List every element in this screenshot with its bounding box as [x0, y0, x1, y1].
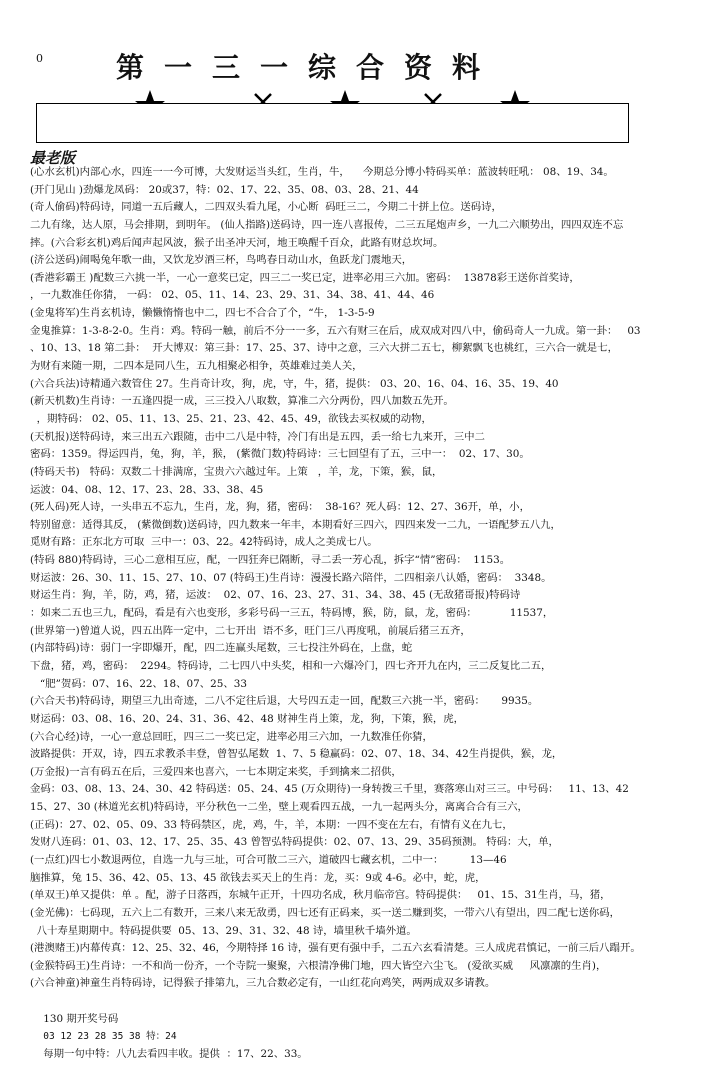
- text-line: (内部特码)诗：弱门一字即爆开，配，四二连赢头尾数，三七投注外码在，上盘，蛇: [30, 642, 413, 655]
- page-title: 第一三一综合资料: [116, 51, 501, 84]
- text-line: 为财有来随一期，二四本是同八生，五九相聚必相争，英雄难过美人关，: [30, 360, 363, 373]
- text-line: (天机报)送特码诗，来三出五六跟随，击中二八是中特，冷门有出是五四，丢一给七九来开，三中二: [30, 430, 485, 443]
- text-line: (金光佛)：七码现，五六上二有数开，三来八来无敌勇，四七还有正码来，买一送二赚到奖，一带六八有望出，四二配七送你码，: [30, 906, 620, 919]
- text-line: 特别留意：适得其反， (紫微倒数)送码诗，四九数来一年丰，本期看好三四六，四四来发一二九，一语配梦五八九，: [30, 518, 561, 531]
- text-line: “肥”贺码：07、16、22、18、07、25、33: [30, 677, 247, 690]
- text-line: (死人码)死人诗，一头串五不忘九，生肖，龙，狗，猪，密码： 38-16？死人码：12、27、36开，单，小，: [30, 501, 530, 514]
- text-line: 金鬼推算：1-3-8-2-0。生肖：鸡。特码一触，前后不分一一多，五六有财三在后，成双成对四八中，偷码奇人一九成。第一卦： 03: [30, 324, 641, 337]
- text-line: 八十寿星期期中。特码提供要 05、13、29、31、32、48 诗，墙里秋千墙外道。: [30, 924, 417, 937]
- text-line: 脑推算，兔 15、36、42、05、13、45 欲钱去买天上的生肖：龙，买：9或 4-6。必中，蛇，虎，: [30, 871, 486, 884]
- document-body: [30, 164, 682, 1061]
- text-line: (开门见山 )劲爆龙凤码： 20或37，特：02、17、22、35、08、03、28、21、44: [30, 183, 419, 196]
- text-line: 财运波：26、30、11、15、27、10、07 (特码王)生肖诗：漫漫长路六陪伴，二四相亲八认婚，密码： 3348。: [30, 571, 552, 584]
- text-line: 二九有缘，达人原，马会排期，到明年。 (仙人指路)送码诗，四一连八喜报传，二三五尾炮声乡，一九二六顺势出，四四双连不忘: [30, 218, 624, 231]
- text-line: ，一九数准任你猜， 一码： 02、05、11、14、23、29、31、34、38、41、44、46: [30, 289, 435, 302]
- text-line: (济公送码)闹喝兔年歌一曲，又饮龙岁酒三杯，鸟鸣春日动山水，鱼跃龙门震地天，: [30, 254, 413, 267]
- draw-numbers: 03 12 23 28 35 38 特：24: [43, 1031, 177, 1043]
- text-line: (单双王)单又提供：单 。配，游子日落西，东城午正开，十四功名成，秋月临帝宫。特码提供： 01、15、31生肖，马，猪，: [30, 889, 611, 902]
- text-line: (金猴特码王)生肖诗：一不和尚一份齐，一个寺院一聚聚，六根清净佛门地，四大皆空六尘飞。 (爱欲买威 风凛凛的生肖)，: [30, 959, 607, 972]
- text-line: 运波：04、08、12、17、23、28、33、38、45: [30, 483, 264, 496]
- blank-banner-box: [36, 103, 629, 143]
- text-line: 、10、13、18 第二卦： 开大博双：第三卦：17、25、37、诗中之意，三六大拼二五七，柳絮飘飞也桃红，三六合一就是七，: [30, 342, 618, 355]
- text-line: (六合天书)特码诗，期望三九出奇迹，二八不定往后退，大号四五走一回，配数三六挑一半，密码： 9935。: [30, 695, 539, 708]
- page-number: 0: [36, 52, 43, 65]
- text-line: 觅财有路：正东北方可取 三中一：03、22。42特码诗，成人之美成七八。: [30, 536, 378, 549]
- text-line: 波路提供：开双，诗，四五求教杀丰登，曾智弘尾数 1、7、5 稳赢码：02、07、18、34、42生肖提供，猴，龙，: [30, 748, 563, 761]
- text-line: (特码天书) 特码：双数二十排满席，宝贵六六越过年。上策 ，羊，龙，下策，猴，鼠，: [30, 465, 443, 478]
- text-line: (心水玄机)内部心水，四连一一今可博，大发财运当头红，生肖，牛， 今期总分博小特码买单：蓝波转旺吼： 08、19、34。: [30, 166, 614, 178]
- edition-label: 最老版: [30, 149, 76, 167]
- text-line: 金码：03、08、13、24、30、42 特码送：05、24、45 (万众期待)一身转拨三千里，赛落寒山对三三。中号码： 11、13、42: [30, 783, 629, 796]
- text-line: 财运生肖：狗，羊，防，鸡，猪，运波： 02、07、16、23、27、31、34、38、45 (无敌猪哥报)特码诗: [30, 589, 521, 602]
- text-line: 15、27、30 (林道光玄机)特码诗，平分秋色一二坐，壁上观看四五战，一九一起两头分，离离合合有三六，: [30, 801, 528, 814]
- text-line: (香港彩霸王 )配数三六挑一半，一心一意奖已定，四三二一奖已定，进率必用三六加。密码： 13878彩王送你首奖诗，: [30, 271, 580, 284]
- footer-tip: 每期一句中特：八九去看四丰收。提供 ：17、22、33。: [43, 1048, 308, 1061]
- text-line: (六合心经)诗，一心一意总回旺，四三二一奖已定，进率必用三六加，一九数准任你猜，: [30, 730, 433, 743]
- draw-period-label: 130 期开奖号码: [43, 1012, 119, 1025]
- text-line: (金鬼将军)生肖玄机诗，懒懒惰惰也中二，四七不合合了个，“牛， 1-3-5-9: [30, 307, 375, 320]
- text-line: (万金报)一言有码五在后，三爱四来也喜六，一七本期定来奖，手到擒来二招供，: [30, 765, 402, 778]
- footer-line: [30, 993, 682, 1061]
- text-line: ：如来二五也三九，配码，看是有六也变形，多彩号码一三五，特码博，猴，防，鼠，龙，密码： 11537，: [30, 607, 554, 620]
- text-line: (港澳赌王)内幕传真：12、25、32、46，今期特择 16 诗，强有更有强中手，二五六玄看清楚。三人成虎君慎记，一前三后八蹋开。: [30, 942, 641, 955]
- text-line: (六合兵法)诗精通六数管住 27。生肖奇计攻，狗，虎，守，牛，猪，提供： 03、20、16、04、16、35、19、40: [30, 377, 559, 390]
- text-line: (特码 880)特码诗，三心二意相互应，配，一四狂奔已隔断，寻二丢一芳心乱，拆字“情”密码： 1153。: [30, 554, 511, 567]
- text-line: 密码：1359。得运四肖，兔，狗，羊，猴， (紫微门数)特码诗：三七回望有了五，三中一： 02、17、30。: [30, 448, 530, 461]
- text-line: (一点红)四七小数退两位，自选一九与三址，可合可散二三六，道破四七藏玄机，二中一： 13—46: [30, 853, 507, 866]
- text-line: (奇人偷码)特码诗，同道一五后藏人，二四双头看九尾，小心断 码旺三二，今期二十拼上位。送码诗，: [30, 201, 502, 214]
- text-line: (正码)：27、02、05、09、33 特码禁区，虎，鸡，牛，羊，本期：一四不变在左右，有情有义在九七，: [30, 818, 513, 831]
- text-line: (新天机数)生肖诗：一五逢四提一成，三三投入八取数，算准二六分两份，四八加数五先开。: [30, 395, 454, 408]
- text-line: (世界第一)曾道人说，四五出阵一定中，二七开出 语不多，旺门三八再度吼，前展后猪三五齐，: [30, 624, 471, 637]
- text-line: 财运码：03、08、16、20、24、31、36、42、48 财神生肖上策，龙，狗，下策，猴，虎，: [30, 712, 465, 725]
- text-line: 摔。(六合彩玄机)鸡后闻声起风波，猴子出圣冲天河，地王唤醒千百众，此路有财总坎坷。: [30, 236, 444, 249]
- text-line: ，期特码： 02、05、11、13、25、21、23、42、45、49，欲钱去买权威的动物，: [30, 412, 432, 425]
- text-line: 下盘，猪，鸡，密码： 2294。特码诗，二七四八中头奖，相和一六爆冷门，四七齐开九在内，三二反复比二五，: [30, 659, 552, 672]
- text-line: 发财八连码：01、03、12、17、25、35、43 曾智弘特码提供：02、07、13、29、35码预测。 特码：大，单，: [30, 836, 559, 849]
- text-line: (六合神童)神童生肖特码诗，记得猴子排第九，三九合数必定有，一山红花向鸡笑，两两成双多请教。: [30, 977, 496, 990]
